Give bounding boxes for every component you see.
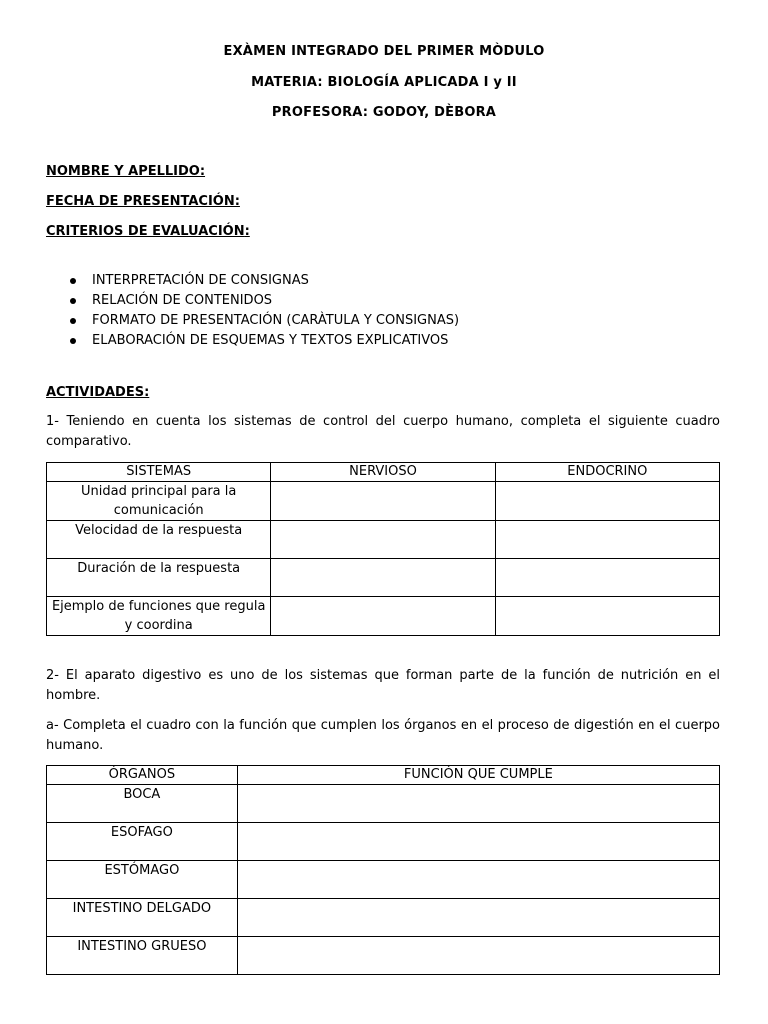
subject-line: MATERIA: BIOLOGÍA APLICADA I y II (251, 75, 517, 90)
table-row (47, 823, 720, 861)
row-label: Ejemplo de funciones que regula y coordina (47, 597, 271, 636)
teacher-line: PROFESORA: GODOY, DÈBORA (271, 105, 497, 120)
row-label: Unidad principal para la comunicación (47, 482, 271, 521)
criteria-colon: : (244, 224, 250, 239)
answer-cell[interactable] (237, 861, 719, 899)
bullet-icon (70, 318, 76, 324)
column-header: ENDOCRINO (495, 463, 719, 482)
criteria-item: FORMATO DE PRESENTACIÓN (CARÀTULA Y CONSIGNAS) (46, 311, 459, 331)
column-header: SISTEMAS (47, 463, 271, 482)
table-row (47, 861, 720, 899)
control-systems-table (46, 462, 720, 636)
bullet-icon (70, 278, 76, 284)
answer-cell[interactable] (495, 597, 719, 636)
answer-cell[interactable] (495, 482, 719, 521)
answer-cell[interactable] (237, 937, 719, 975)
criteria-item: RELACIÓN DE CONTENIDOS (46, 291, 459, 311)
table-row (47, 785, 720, 823)
table-row (47, 482, 720, 521)
activity1-instructions: 1- Teniendo en cuenta los sistemas de control del cuerpo humano, completa el siguiente cuadro comparativo. (46, 414, 720, 449)
answer-cell[interactable] (237, 823, 719, 861)
answer-cell[interactable] (495, 521, 719, 559)
table-row (47, 597, 720, 636)
criteria-heading (46, 224, 250, 239)
answer-cell[interactable] (271, 521, 495, 559)
answer-cell[interactable] (271, 482, 495, 521)
row-label: INTESTINO GRUESO (47, 937, 238, 975)
table-row (47, 521, 720, 559)
answer-cell[interactable] (271, 559, 495, 597)
criteria-list (46, 271, 459, 351)
answer-cell[interactable] (495, 559, 719, 597)
activity2-item-a: a- Completa el cuadro con la función que cumplen los órganos en el proceso de digestión en el cuerpo humano. (46, 718, 720, 753)
name-label: NOMBRE Y APELLIDO: (46, 164, 206, 179)
answer-cell[interactable] (271, 597, 495, 636)
column-header: NERVIOSO (271, 463, 495, 482)
row-label: Velocidad de la respuesta (47, 521, 271, 559)
bullet-icon (70, 298, 76, 304)
row-label: BOCA (47, 785, 238, 823)
table-row (47, 937, 720, 975)
criteria-item: ELABORACIÓN DE ESQUEMAS Y TEXTOS EXPLICATIVOS (46, 331, 459, 351)
criteria-label: CRITERIOS DE EVALUACIÓN (46, 224, 245, 239)
table-row (47, 899, 720, 937)
activity2-intro: 2- El aparato digestivo es uno de los sistemas que forman parte de la función de nutrición en el hombre. (46, 668, 720, 703)
criteria-item: INTERPRETACIÓN DE CONSIGNAS (46, 271, 459, 291)
answer-cell[interactable] (237, 785, 719, 823)
column-header: FUNCIÓN QUE CUMPLE (237, 766, 719, 785)
exam-title: EXÀMEN INTEGRADO DEL PRIMER MÒDULO (223, 44, 545, 59)
date-label: FECHA DE PRESENTACIÓN: (46, 194, 240, 209)
row-label: Duración de la respuesta (47, 559, 271, 597)
row-label: ESTÓMAGO (47, 861, 238, 899)
table-row (47, 559, 720, 597)
answer-cell[interactable] (237, 899, 719, 937)
table-header-row (47, 766, 720, 785)
table-header-row (47, 463, 720, 482)
activities-heading: ACTIVIDADES: (46, 385, 150, 400)
column-header: ÓRGANOS (47, 766, 238, 785)
row-label: ESOFAGO (47, 823, 238, 861)
digestive-organs-table (46, 765, 720, 975)
bullet-icon (70, 338, 76, 344)
row-label: INTESTINO DELGADO (47, 899, 238, 937)
